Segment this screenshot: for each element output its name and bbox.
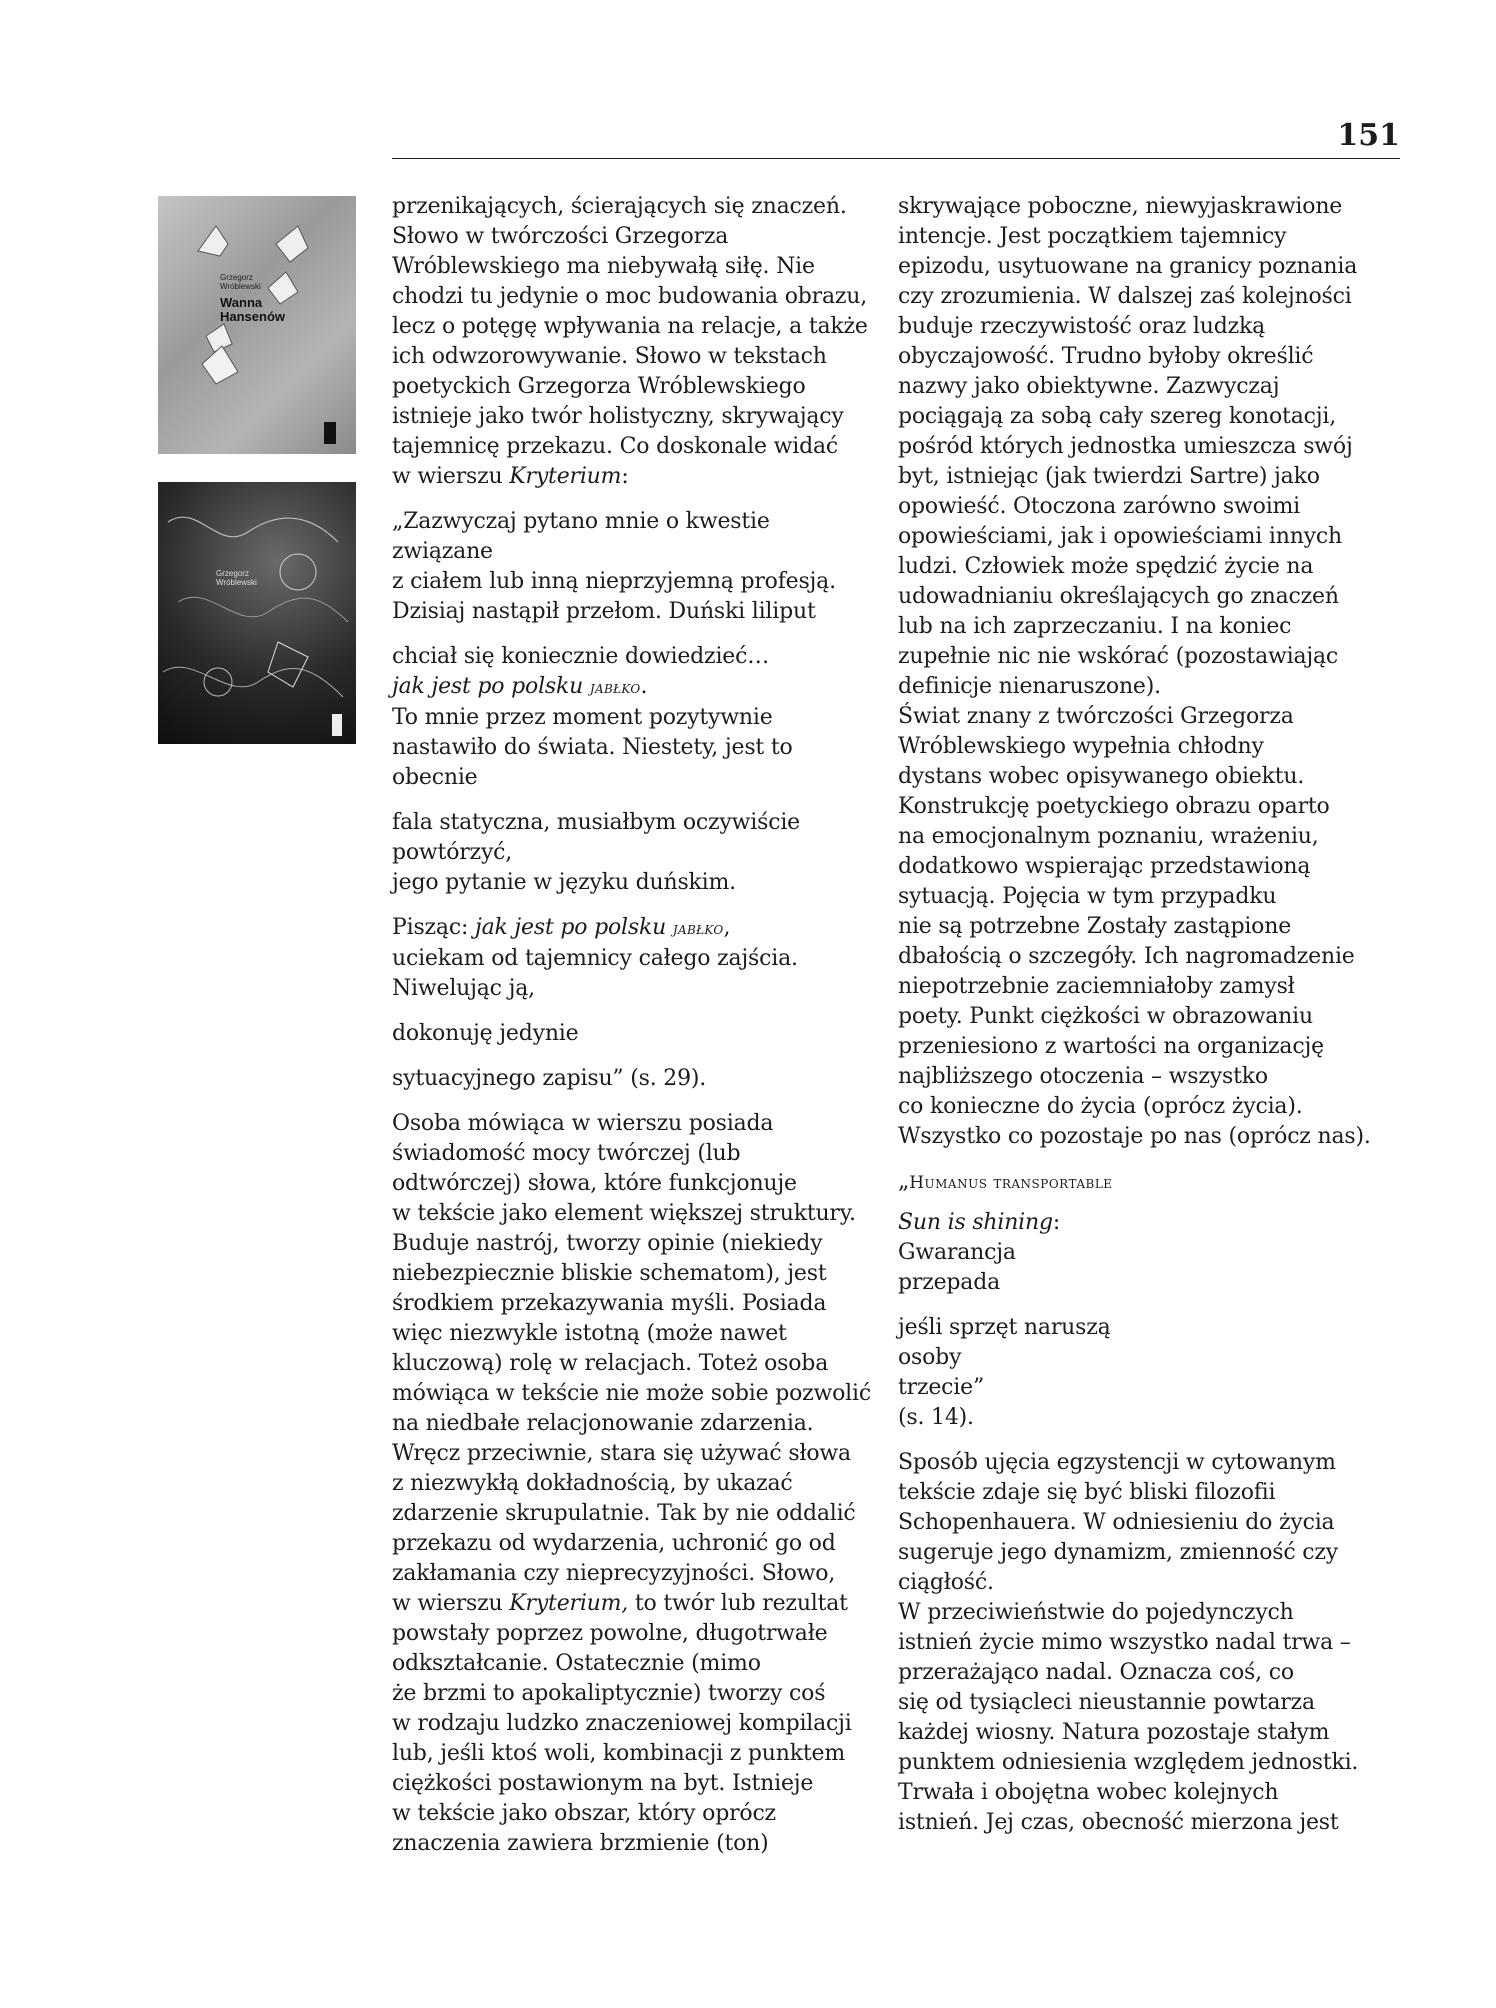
text-line: przekazu od wydarzenia, uchronić go od [392, 1531, 836, 1556]
quote-line: uciekam od tajemnicy całego zajścia. [392, 946, 798, 971]
quote-line: obecnie [392, 765, 478, 790]
text-line: w rodzaju ludzko znaczeniowej kompilacji [392, 1711, 852, 1736]
quote-line: z ciałem lub inną nieprzyjemną profesją. [392, 569, 836, 594]
cover-illustration [158, 196, 356, 454]
text-line: najbliższego otoczenia – wszystko [898, 1064, 1268, 1089]
text-line: przenikających, ścierających się znaczeń. [392, 194, 847, 219]
poem-line: przepada [898, 1270, 1001, 1295]
text-line: sytuacją. Pojęcia w tym przypadku [898, 884, 1277, 909]
text-line: opowieściami, jak i opowieściami innych [898, 524, 1343, 549]
book-cover-dark [158, 482, 356, 744]
text-line: obyczajowość. Trudno byłoby określić [898, 344, 1314, 369]
text-line: sugeruje jego dynamizm, zmienność czy [898, 1540, 1339, 1565]
text-line: w tekście jako element większej struktury. [392, 1201, 856, 1226]
text-line: Wróblewskiego ma niebywałą siłę. Nie [392, 254, 815, 279]
text-line: mówiąca w tekście nie może sobie pozwolić [392, 1381, 871, 1406]
text-line: poety. Punkt ciężkości w obrazowaniu [898, 1004, 1313, 1029]
text-line: tajemnicę przekazu. Co doskonale widać [392, 434, 838, 459]
text-line: chodzi tu jedynie o moc budowania obrazu, [392, 284, 868, 309]
punctuation: . [640, 674, 648, 699]
quote-line: sytuacyjnego zapisu” (s. 29). [392, 1066, 707, 1091]
poem-italic: Sun is shining [898, 1210, 1053, 1235]
quote-italic: jak jest po polsku [474, 915, 673, 940]
text-line: skrywające poboczne, niewyjaskrawione [898, 194, 1343, 219]
cover-illustration-dark [158, 482, 356, 744]
text-line: dodatkowo wspierając przedstawioną [898, 854, 1311, 879]
text-line: Trwała i obojętna wobec kolejnych [898, 1780, 1279, 1805]
poem-line: Gwarancja [898, 1240, 1016, 1265]
cover2-author-last: Wróblewski [216, 578, 257, 587]
book-cover-wanna-hansenow [158, 196, 356, 454]
poem-line: jeśli sprzęt naruszą [898, 1315, 1111, 1340]
cover-author-first: Grzegorz [220, 273, 253, 282]
text-line: Schopenhauera. W odniesieniu do życia [898, 1510, 1335, 1535]
text-line: punktem odniesienia względem jednostki. [898, 1750, 1359, 1775]
quote-line: nastawiło do świata. Niestety, jest to [392, 735, 793, 760]
text-line: pociągają za sobą cały szereg konotacji, [898, 404, 1336, 429]
text-line: że brzmi to apokaliptycznie) tworzy coś [392, 1681, 826, 1706]
text-line: pośród których jednostka umieszcza swój [898, 434, 1353, 459]
text-line: epizodu, usytuowane na granicy poznania [898, 254, 1358, 279]
text-line: ich odwzorowywanie. Słowo w tekstach [392, 344, 827, 369]
text-line: lecz o potęgę wpływania na relacje, a także [392, 314, 868, 339]
page-number: 151 [1337, 118, 1400, 153]
quote-line: „Zazwyczaj pytano mnie o kwestie [392, 509, 770, 534]
poem-title [898, 1167, 1396, 1198]
text-line: niebezpiecznie bliskie schematom), jest [392, 1261, 827, 1286]
text-line: W przeciwieństwie do pojedynczych [898, 1600, 1294, 1625]
text-line: poetyckich Grzegorza Wróblewskiego [392, 374, 806, 399]
text-span: w wierszu [392, 464, 510, 489]
quote-small-caps: jabłko [589, 678, 641, 698]
text-span: to twór lub rezultat [628, 1591, 848, 1616]
text-line: Osoba mówiąca w wierszu posiada [392, 1111, 774, 1136]
text-line: tekście zdaje się być bliski filozofii [898, 1480, 1276, 1505]
text-line: Sposób ujęcia egzystencji w cytowanym [898, 1450, 1336, 1475]
quote-line: fala statyczna, musiałbym oczywiście [392, 810, 800, 835]
text-line: z niezwykłą dokładnością, by ukazać [392, 1471, 793, 1496]
text-line: opowieść. Otoczona zarówno swoimi [898, 494, 1301, 519]
text-line: Wszystko co pozostaje po nas (oprócz nas). [898, 1124, 1371, 1149]
cover-author-last: Wróblewski [220, 282, 261, 291]
text-line: istnień życie mimo wszystko nadal trwa – [898, 1630, 1351, 1655]
text-line: definicje nienaruszone). [898, 674, 1161, 699]
text-line: zupełnie nic nie wskórać (pozostawiając [898, 644, 1339, 669]
text-line: udowadnianiu określających go znaczeń [898, 584, 1339, 609]
text-line: na emocjonalnym poznaniu, wrażeniu, [898, 824, 1319, 849]
poem-line: trzecie” [898, 1375, 984, 1400]
poem-line: (s. 14). [898, 1405, 974, 1430]
quote-line [392, 913, 876, 944]
text-line: kluczową) rolę w relacjach. Toteż osoba [392, 1351, 829, 1376]
quote-line: Niwelując ją, [392, 976, 535, 1001]
text-line: Buduje nastrój, tworzy opinie (niekiedy [392, 1231, 823, 1256]
text-line: odkształcanie. Ostatecznie (mimo [392, 1651, 761, 1676]
work-title: Kryterium, [509, 1591, 629, 1616]
right-column [898, 192, 1396, 1838]
text-line: środkiem przekazywania myśli. Posiada [392, 1291, 827, 1316]
cover-title-line2: Hansenów [220, 309, 286, 324]
text-line: istnień. Jej czas, obecność mierzona jest [898, 1810, 1339, 1835]
text-line: lub na ich zaprzeczaniu. I na koniec [898, 614, 1292, 639]
poem-line [898, 1208, 1396, 1238]
text-line: buduje rzeczywistość oraz ludzką [898, 314, 1266, 339]
left-column [392, 192, 876, 1859]
text-line: ciężkości postawionym na byt. Istnieje [392, 1771, 814, 1796]
quote-italic: jak jest po polsku [392, 674, 590, 699]
text-line: byt, istniejąc (jak twierdzi Sartre) jako [898, 464, 1320, 489]
text-line: ciągłość. [898, 1570, 994, 1595]
quote-line: To mnie przez moment pozytywnie [392, 705, 773, 730]
text-line: zakłamania czy nieprecyzyjności. Słowo, [392, 1561, 836, 1586]
quote-line: Dzisiaj nastąpił przełom. Duński liliput [392, 599, 816, 624]
quote-mark: „ [898, 1169, 910, 1194]
quote-line: związane [392, 539, 493, 564]
text-line: Wróblewskiego wypełnia chłodny [898, 734, 1264, 759]
text-line: nie są potrzebne Zostały zastąpione [898, 914, 1292, 939]
text-span: w wierszu [392, 1591, 510, 1616]
poem-title-text: Humanus transportable [909, 1173, 1113, 1193]
text-line: istnieje jako twór holistyczny, skrywający [392, 404, 844, 429]
text-line: świadomość mocy twórczej (lub [392, 1141, 741, 1166]
text-line: odtwórczej) słowa, które funkcjonuje [392, 1171, 797, 1196]
text-line: lub, jeśli ktoś woli, kombinacji z punktem [392, 1741, 845, 1766]
text-line: dystans wobec opisywanego obiektu. [898, 764, 1305, 789]
text-line: zdarzenie skrupulatnie. Tak by nie oddalić [392, 1501, 856, 1526]
cover-title-line1: Wanna [220, 295, 263, 310]
punctuation: , [723, 915, 731, 940]
text-line: intencje. Jest początkiem tajemnicy [898, 224, 1287, 249]
text-line [392, 1589, 876, 1619]
quote-small-caps: jabłko [672, 919, 724, 939]
punctuation: : [1052, 1210, 1061, 1235]
quote-line: chciał się koniecznie dowiedzieć… [392, 644, 770, 669]
cover2-author-first: Grzegorz [216, 569, 249, 578]
text-line: dbałością o szczegóły. Ich nagromadzenie [898, 944, 1355, 969]
text-line: się od tysiącleci nieustannie powtarza [898, 1690, 1315, 1715]
text-line: co konieczne do życia (oprócz życia). [898, 1094, 1303, 1119]
poem-line: osoby [898, 1345, 962, 1370]
quote-line [392, 672, 876, 703]
text-line [392, 462, 876, 492]
quote-line: dokonuję jedynie [392, 1021, 579, 1046]
text-line: powstały poprzez powolne, długotrwałe [392, 1621, 828, 1646]
header-rule [392, 158, 1400, 159]
text-line: przeniesiono z wartości na organizację [898, 1034, 1324, 1059]
text-line: ludzi. Człowiek może spędzić życie na [898, 554, 1314, 579]
text-line: na niedbałe relacjonowanie zdarzenia. [392, 1411, 814, 1436]
text-span: Pisząc: [392, 915, 475, 940]
text-line: w tekście jako obszar, który oprócz [392, 1801, 776, 1826]
text-line: więc niezwykle istotną (może nawet [392, 1321, 787, 1346]
text-line: Świat znany z twórczości Grzegorza [898, 704, 1294, 729]
text-line: czy zrozumienia. W dalszej zaś kolejności [898, 284, 1352, 309]
quote-line: jego pytanie w języku duńskim. [392, 870, 736, 895]
text-line: nazwy jako obiektywne. Zazwyczaj [898, 374, 1280, 399]
work-title: Kryterium [509, 464, 622, 489]
text-line: Konstrukcję poetyckiego obrazu oparto [898, 794, 1330, 819]
text-line: niepotrzebnie zaciemniałoby zamysł [898, 974, 1295, 999]
quote-line: powtórzyć, [392, 840, 513, 865]
text-line: Wręcz przeciwnie, stara się używać słowa [392, 1441, 851, 1466]
text-line: każdej wiosny. Natura pozostaje stałym [898, 1720, 1330, 1745]
text-line: znaczenia zawiera brzmienie (ton) [392, 1831, 769, 1856]
text-line: Słowo w twórczości Grzegorza [392, 224, 729, 249]
punctuation: : [621, 464, 629, 489]
text-line: przerażająco nadal. Oznacza coś, co [898, 1660, 1294, 1685]
